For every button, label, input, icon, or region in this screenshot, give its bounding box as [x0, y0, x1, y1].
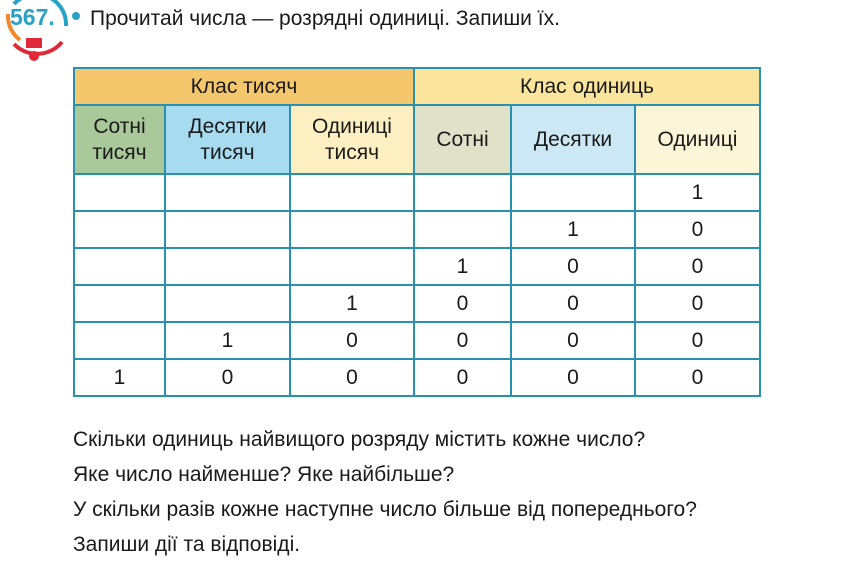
table-row	[74, 359, 760, 396]
table-cell	[414, 211, 511, 248]
table-cell	[290, 211, 414, 248]
table-cell	[165, 285, 290, 322]
column-header	[635, 105, 760, 174]
table-cell: 0	[414, 322, 511, 359]
table-cell	[74, 285, 165, 322]
table-cell: 0	[511, 359, 635, 396]
column-header-line: Одиниці	[312, 114, 392, 138]
table-cell	[74, 211, 165, 248]
table-cell	[414, 174, 511, 211]
table-row	[74, 285, 760, 322]
table-cell: 0	[635, 211, 760, 248]
column-header	[511, 105, 635, 174]
class-thousands-header: Клас тисяч	[74, 68, 414, 105]
table-cell: 1	[165, 322, 290, 359]
table-cell	[74, 248, 165, 285]
table-cell	[511, 174, 635, 211]
table-cell	[165, 174, 290, 211]
table-row	[74, 322, 760, 359]
column-header-line: тисяч	[92, 140, 147, 164]
column-header	[74, 105, 165, 174]
table-cell: 0	[635, 285, 760, 322]
column-header-line: Сотні	[93, 114, 146, 138]
column-header	[165, 105, 290, 174]
table-cell: 0	[635, 248, 760, 285]
table-cell	[74, 322, 165, 359]
table-cell	[290, 174, 414, 211]
table-row	[74, 248, 760, 285]
table-cell: 0	[414, 359, 511, 396]
question-4: Запиши дії та відповіді.	[73, 533, 301, 556]
table-cell	[290, 248, 414, 285]
table-cell: 1	[635, 174, 760, 211]
table-cell: 0	[290, 322, 414, 359]
table-cell: 0	[635, 359, 760, 396]
table-cell	[74, 174, 165, 211]
column-header-line: тисяч	[200, 140, 255, 164]
column-header-line: Сотні	[436, 127, 489, 151]
table-cell: 1	[74, 359, 165, 396]
table-row	[74, 211, 760, 248]
class-units-header: Клас одиниць	[414, 68, 760, 105]
table-cell: 0	[511, 285, 635, 322]
exercise-number: 567.	[10, 4, 55, 30]
table-cell	[165, 211, 290, 248]
table-cell: 0	[511, 322, 635, 359]
place-value-table	[73, 67, 761, 397]
column-header	[414, 105, 511, 174]
table-cell: 0	[511, 248, 635, 285]
column-header	[290, 105, 414, 174]
table-cell: 0	[635, 322, 760, 359]
table-cell	[165, 248, 290, 285]
table-row	[74, 174, 760, 211]
table-cell: 0	[414, 285, 511, 322]
question-3: У скільки разів кожне наступне число більше від попереднього?	[73, 498, 697, 521]
table-cell: 1	[511, 211, 635, 248]
column-header-line: Одиниці	[657, 127, 738, 151]
column-header-line: Десятки	[533, 127, 613, 151]
table-cell: 1	[290, 285, 414, 322]
task-text: Прочитай числа — розрядні одиниці. Запиши їх.	[90, 7, 560, 30]
column-header-line: Десятки	[188, 114, 267, 138]
question-2: Яке число найменше? Яке найбільше?	[73, 463, 455, 486]
table-cell: 0	[290, 359, 414, 396]
question-1: Скільки одиниць найвищого розряду містить кожне число?	[73, 428, 646, 451]
table-cell: 0	[165, 359, 290, 396]
table-cell: 1	[414, 248, 511, 285]
column-header-line: тисяч	[324, 140, 380, 164]
